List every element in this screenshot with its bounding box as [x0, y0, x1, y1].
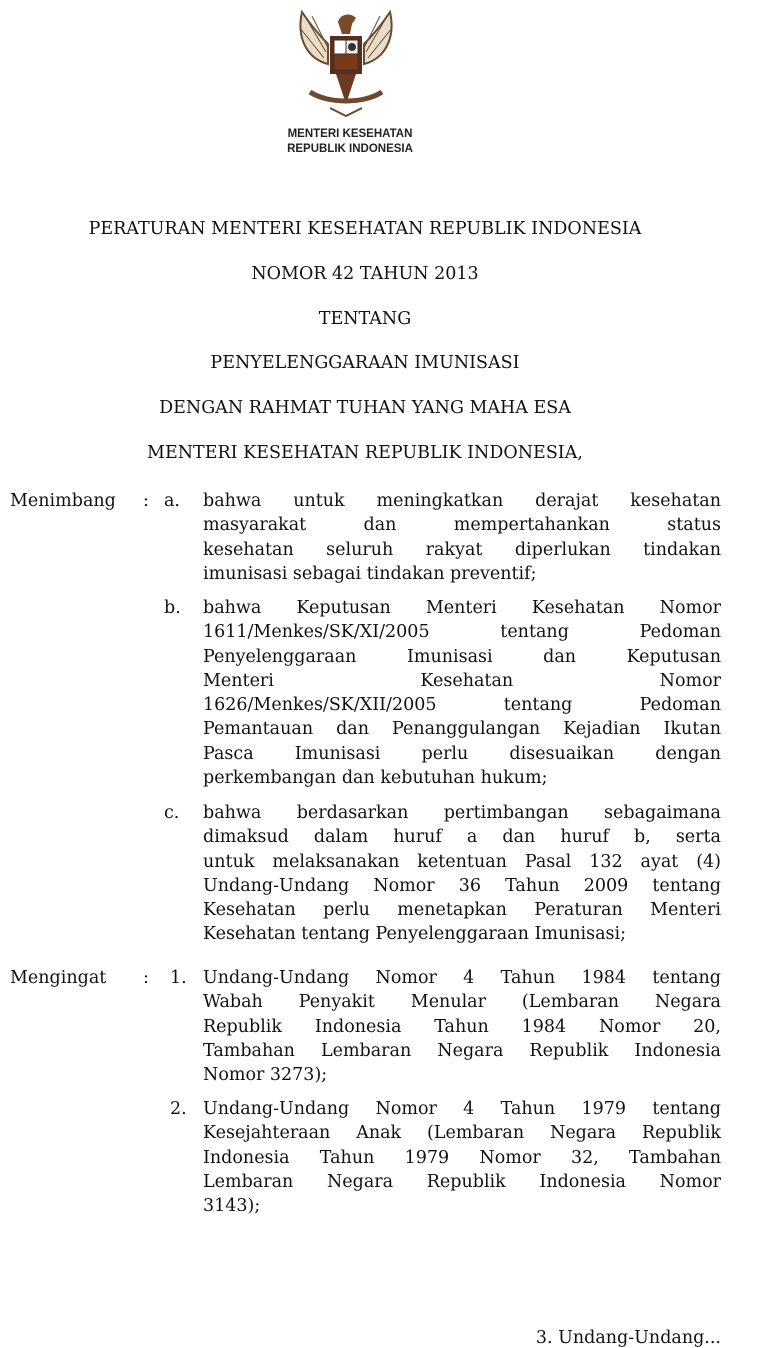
item-text-line: masyarakat dan mempertahankan status — [203, 515, 721, 536]
item-marker: a. — [164, 491, 180, 511]
letterhead-line-1: MENTERI KESEHATAN — [287, 128, 413, 140]
menimbang-label: Menimbang — [10, 491, 116, 511]
item-text-line: Menteri Kesehatan Nomor — [203, 670, 721, 691]
garuda-emblem-icon — [288, 4, 404, 122]
letterhead-line-2: REPUBLIK INDONESIA — [287, 143, 413, 155]
item-text-line: bahwa Keputusan Menteri Kesehatan Nomor — [203, 598, 721, 618]
item-text-line: 3143); — [203, 1196, 261, 1217]
mengingat-item — [203, 1097, 721, 1218]
regulation-title: PERATURAN MENTERI KESEHATAN REPUBLIK INDONESIA — [88, 219, 642, 239]
regulation-number: NOMOR 42 TAHUN 2013 — [251, 264, 479, 284]
item-text-line: Pasca Imunisasi perlu disesuaikan dengan — [203, 743, 721, 764]
item-text-line: Kesejahteraan Anak (Lembaran Negara Republik — [203, 1123, 721, 1144]
item-text-line: untuk melaksanakan ketentuan Pasal 132 ayat (4) — [203, 851, 721, 872]
item-text-line: bahwa berdasarkan pertimbangan sebagaimana — [203, 803, 721, 823]
item-text-line: Kesehatan tentang Penyelenggaraan Imunisasi; — [203, 924, 626, 945]
ministry-letterhead — [260, 127, 440, 157]
item-text-line: dimaksud dalam huruf a dan huruf b, serta — [203, 827, 721, 848]
item-text-line: imunisasi sebagai tindakan preventif; — [203, 563, 537, 584]
item-text-line: Indonesia Tahun 1979 Nomor 32, Tambahan — [203, 1147, 721, 1168]
item-text-line: Undang-Undang Nomor 36 Tahun 2009 tentang — [203, 875, 721, 896]
item-text-line: perkembangan dan kebutuhan hukum; — [203, 768, 548, 789]
item-text-line: bahwa untuk meningkatkan derajat kesehatan — [203, 491, 721, 511]
continuation-note: 3. Undang-Undang... — [535, 1328, 721, 1348]
mengingat-label: Mengingat — [10, 968, 107, 988]
item-text-line: Republik Indonesia Tahun 1984 Nomor 20, — [203, 1016, 721, 1037]
menimbang-item — [203, 489, 721, 586]
menimbang-item — [203, 596, 721, 790]
invocation: DENGAN RAHMAT TUHAN YANG MAHA ESA — [159, 398, 571, 418]
item-text-line: kesehatan seluruh rakyat diperlukan tindakan — [203, 539, 721, 560]
item-text-line: Tambahan Lembaran Negara Republik Indonesia — [203, 1040, 721, 1061]
mengingat-colon: : — [143, 968, 149, 988]
item-marker: 1. — [170, 968, 187, 988]
item-marker: c. — [164, 803, 180, 823]
item-text-line: Nomor 3273); — [203, 1065, 328, 1086]
menimbang-colon: : — [143, 491, 149, 511]
menimbang-item — [203, 801, 721, 947]
issuer: MENTERI KESEHATAN REPUBLIK INDONESIA, — [147, 443, 583, 463]
mengingat-item — [203, 966, 721, 1087]
item-text-line: Penyelenggaraan Imunisasi dan Keputusan — [203, 646, 721, 667]
item-text-line: 1626/Menkes/SK/XII/2005 tentang Pedoman — [203, 695, 721, 716]
item-text-line: Undang-Undang Nomor 4 Tahun 1979 tentang — [203, 1099, 721, 1119]
item-text-line: Kesehatan perlu menetapkan Peraturan Menteri — [203, 900, 721, 921]
item-text-line: Undang-Undang Nomor 4 Tahun 1984 tentang — [203, 968, 721, 988]
item-marker: 2. — [170, 1099, 187, 1119]
item-text-line: Lembaran Negara Republik Indonesia Nomor — [203, 1171, 721, 1192]
regulation-subject: PENYELENGGARAAN IMUNISASI — [210, 353, 520, 373]
item-text-line: Wabah Penyakit Menular (Lembaran Negara — [203, 992, 721, 1013]
item-text-line: Pemantauan dan Penanggulangan Kejadian Ikutan — [203, 719, 721, 740]
item-marker: b. — [164, 598, 181, 618]
item-text-line: 1611/Menkes/SK/XI/2005 tentang Pedoman — [203, 622, 721, 643]
about-heading: TENTANG — [318, 309, 412, 329]
